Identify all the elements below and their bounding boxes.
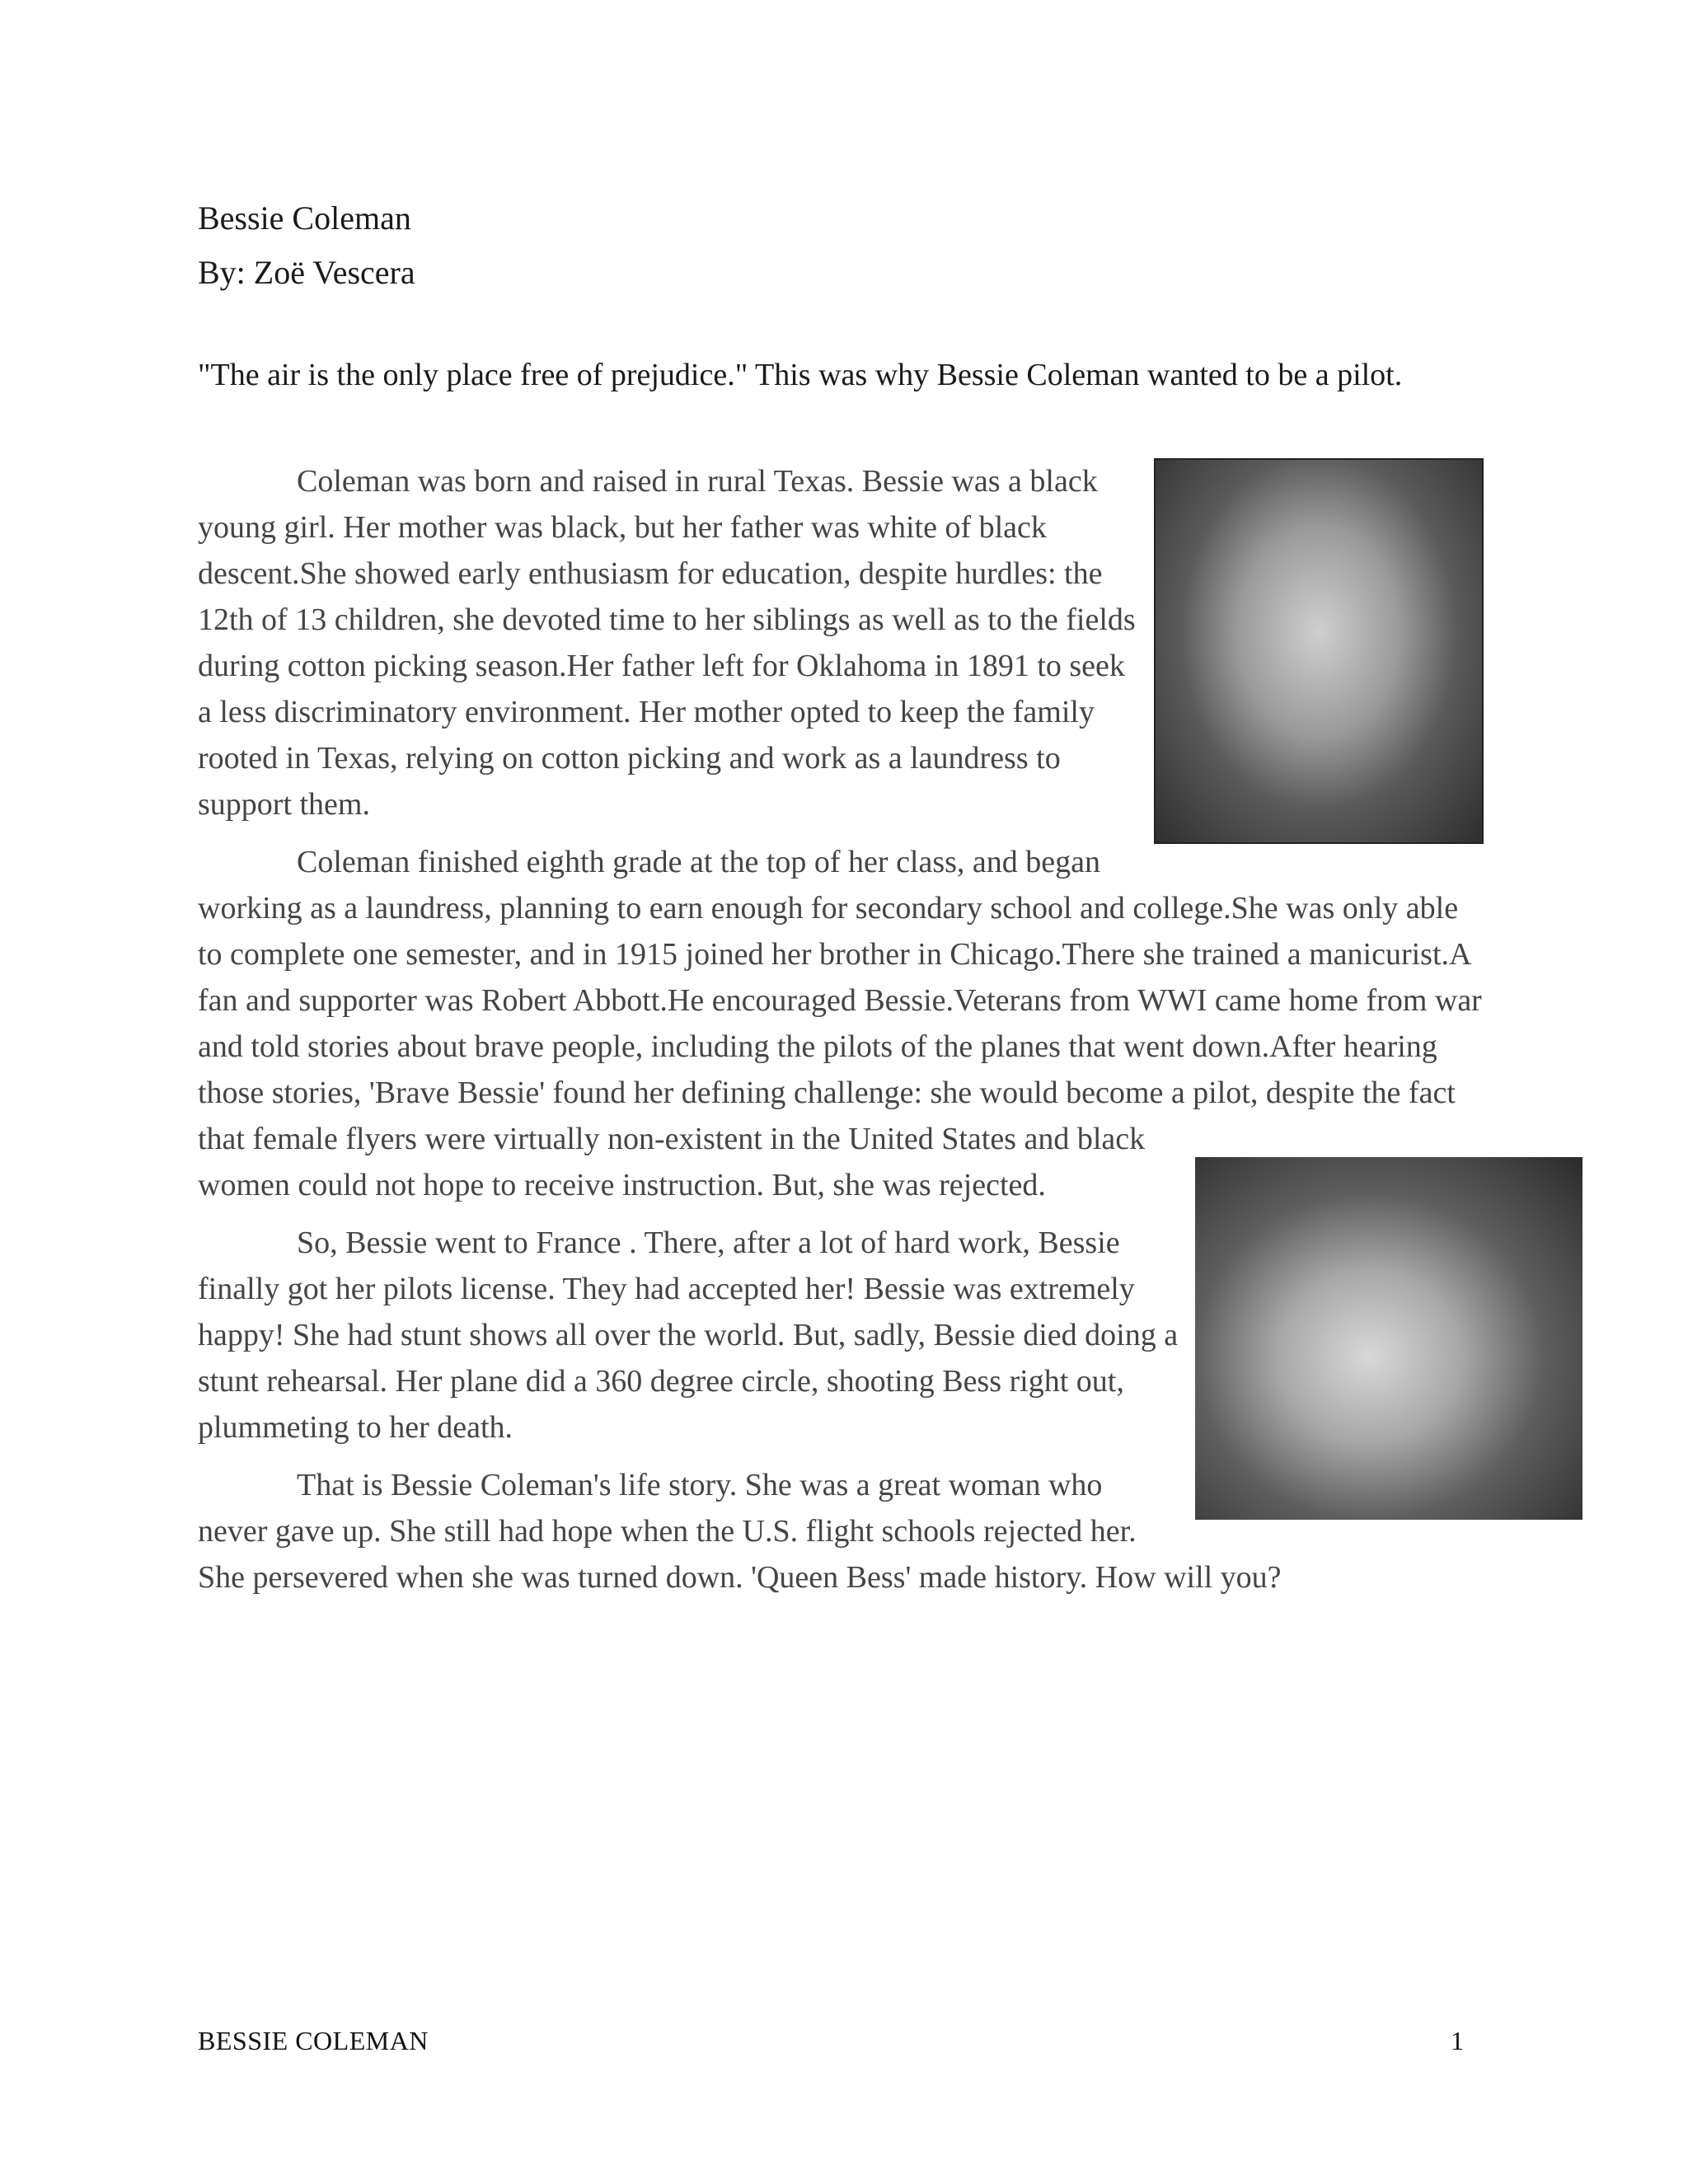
paragraph-2: Coleman finished eighth grade at the top of her class, and began working as a laundress, planning to earn enough for secondary school and college.She was only able to complete one semester, and in 1915 joined her brother in Chicago.There she trained a manicurist.A fan and supporter was Robert Abbott.He encouraged Bessie.Veterans from WWI came home from war and told stories about brave people, including the pilots of the planes that went down.After hearing those stories, 'Brave Bessie' found her defining challenge: she would become a pilot, despite the fact that female flyers were virtually non-existent in the United States and black women could not hope to receive instruction. But, she was rejected. xyxy=(198,845,1482,1202)
portrait-photo-helmet xyxy=(1195,1157,1582,1520)
title-block xyxy=(198,191,415,300)
body-text xyxy=(198,458,1484,1612)
footer-running-head: BESSIE COLEMAN xyxy=(198,2026,429,2055)
opening-quote: "The air is the only place free of prejudice." This was why Bessie Coleman wanted to be a pilot. xyxy=(198,358,1403,392)
footer-page-number: 1 xyxy=(1451,2026,1464,2055)
document-title: Bessie Coleman xyxy=(198,199,411,237)
document-author: By: Zoë Vescera xyxy=(198,254,415,291)
float-spacer xyxy=(1483,844,1484,1157)
paragraph-1: Coleman was born and raised in rural Texas. Bessie was a black young girl. Her mother was black, but her father was white of black descent.She showed early enthusiasm for education, despite hurdles: the 12th of 13 children, she devoted time to her siblings as well as to the fields during cotton picking season.Her father left for Oklahoma in 1891 to seek a less discriminatory environment. Her mother opted to keep the family rooted in Texas, relying on cotton picking and work as a laundress to support them. xyxy=(198,464,1136,822)
photo-bessie-pilot-cap xyxy=(1154,458,1484,844)
paragraph-4: That is Bessie Coleman's life story. She was a great woman who never gave up. She still had hope when the U.S. flight schools rejected her. She persevered when she was turned down. 'Queen Bess' made history. How will you? xyxy=(198,1468,1282,1595)
portrait-photo-cap xyxy=(1154,458,1484,844)
photo-bessie-flight-helmet xyxy=(1195,1157,1582,1520)
paragraph-3: So, Bessie went to France . There, after a lot of hard work, Bessie finally got her pilots license. They had accepted her! Bessie was extremely happy! She had stunt shows all over the world. But, sadly, Bessie died doing a stunt rehearsal. Her plane did a 360 degree circle, shooting Bess right out, plummeting to her death. xyxy=(198,1226,1179,1445)
